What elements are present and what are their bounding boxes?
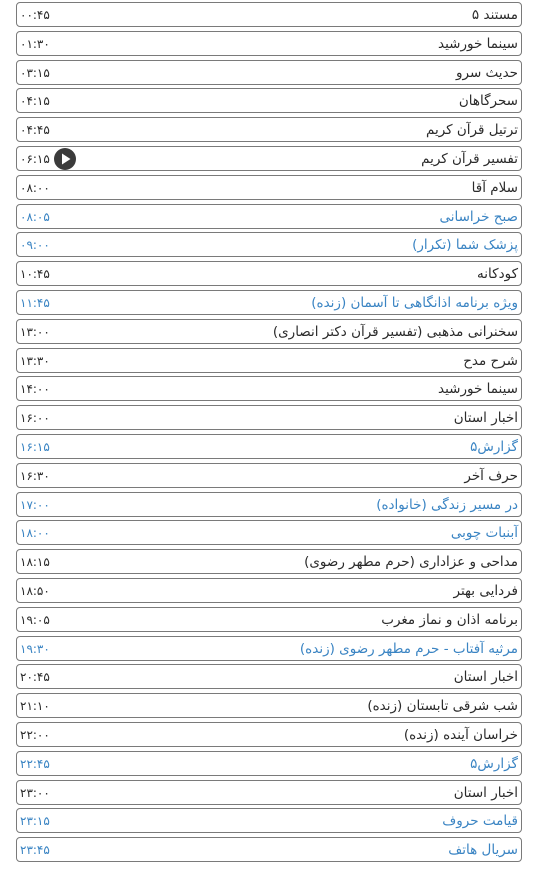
program-title: پزشک شما (تکرار) [412,237,518,254]
schedule-row[interactable] [16,319,522,344]
program-title: آبنبات چوبی [450,525,518,542]
schedule-row[interactable] [16,175,522,200]
schedule-row[interactable] [16,204,522,229]
schedule-row[interactable] [16,463,522,488]
program-title: مستند ۵ [471,7,518,23]
schedule-row[interactable] [16,117,522,142]
program-time: ۱۰:۴۵ [20,267,50,282]
program-title: اخبار استان [453,784,518,801]
schedule-row[interactable] [16,549,522,574]
program-title: سخنرانی مذهبی (تفسیر قرآن دکتر انصاری) [272,323,518,340]
program-title: مداحی و عزاداری (حرم مطهر رضوی) [304,554,518,571]
program-time: ۰۴:۴۵ [20,123,50,138]
program-time: ۰۳:۱۵ [20,65,50,80]
schedule-row[interactable] [16,837,522,862]
program-time: ۱۸:۱۵ [20,555,50,570]
program-time: ۱۸:۰۰ [20,526,50,541]
program-title: سلام آقا [471,179,518,196]
program-title: ویژه برنامه اذانگاهی تا آسمان (زنده) [311,294,518,311]
schedule-row[interactable] [16,808,522,833]
program-title: در مسیر زندگی (خانواده) [376,496,518,513]
schedule-row[interactable] [16,722,522,747]
program-title: گزارش۵ [470,438,518,455]
program-time: ۰۱:۳۰ [20,36,50,51]
schedule-row[interactable] [16,2,522,27]
program-time: ۱۶:۳۰ [20,468,50,483]
schedule-row[interactable] [16,751,522,776]
program-title: گزارش۵ [470,755,518,772]
program-title: خراسان آینده (زنده) [403,726,518,743]
schedule-row[interactable] [16,60,522,85]
program-title: مرثیه آفتاب - حرم مطهر رضوی (زنده) [299,640,518,657]
program-title: حرف آخر [464,467,518,484]
schedule-row[interactable] [16,492,522,517]
schedule-row[interactable] [16,578,522,603]
program-time: ۰۹:۰۰ [20,238,50,253]
program-title: اخبار استان [453,410,518,427]
schedule-row[interactable] [16,780,522,805]
schedule-row[interactable] [16,88,522,113]
program-time: ۱۶:۰۰ [20,411,50,426]
program-title: ترتیل قرآن کریم [425,122,518,139]
program-title: فردایی بهتر [453,582,518,599]
schedule-row[interactable] [16,636,522,661]
program-time: ۱۳:۳۰ [20,353,50,368]
program-title: شرح مدح [463,352,518,369]
program-time: ۱۶:۱۵ [20,439,50,454]
program-time: ۲۲:۴۵ [20,756,50,771]
program-time: ۰۸:۰۰ [20,180,50,195]
program-time: ۰۴:۱۵ [20,94,50,109]
program-time: ۲۲:۰۰ [20,727,50,742]
program-title: سینما خورشید [438,381,518,398]
program-title: سینما خورشید [438,35,518,52]
schedule-row[interactable] [16,232,522,257]
schedule-row[interactable] [16,348,522,373]
program-time: ۲۰:۴۵ [20,670,50,685]
schedule-row[interactable] [16,664,522,689]
program-time: ۱۱:۴۵ [20,295,50,310]
program-title: سریال هاتف [448,842,518,859]
program-time: ۲۱:۱۰ [20,699,50,714]
program-title: صبح خراسانی [439,208,518,225]
schedule-row[interactable] [16,290,522,315]
program-title: تفسیر قرآن کریم [421,150,518,167]
program-time: ۱۷:۰۰ [20,497,50,512]
program-time: ۱۹:۰۵ [20,612,50,627]
program-time: ۲۳:۱۵ [20,814,50,829]
program-title: حدیث سرو [455,64,518,81]
program-time: ۲۳:۰۰ [20,785,50,800]
schedule-row[interactable] [16,520,522,545]
program-time: ۰۰:۴۵ [20,8,50,22]
schedule-row[interactable] [16,693,522,718]
program-title: اخبار استان [453,669,518,686]
play-icon[interactable] [54,148,76,170]
program-time: ۱۳:۰۰ [20,324,50,339]
program-title: کودکانه [477,266,518,283]
program-time: ۰۶:۱۵ [20,151,50,166]
schedule-row[interactable] [16,146,522,171]
program-time: ۱۸:۵۰ [20,583,50,598]
program-title: قیامت حروف [442,813,518,830]
schedule-row[interactable] [16,607,522,632]
program-title: سحرگاهان [458,93,518,110]
schedule-row[interactable] [16,376,522,401]
program-time: ۲۳:۴۵ [20,843,50,858]
program-time: ۰۸:۰۵ [20,209,50,224]
schedule-row[interactable] [16,31,522,56]
program-title: برنامه اذان و نماز مغرب [381,611,518,628]
program-title: شب شرقی تابستان (زنده) [367,698,518,715]
schedule-row[interactable] [16,261,522,286]
program-time: ۱۹:۳۰ [20,641,50,656]
schedule-row[interactable] [16,434,522,459]
program-time: ۱۴:۰۰ [20,382,50,397]
schedule-row[interactable] [16,405,522,430]
